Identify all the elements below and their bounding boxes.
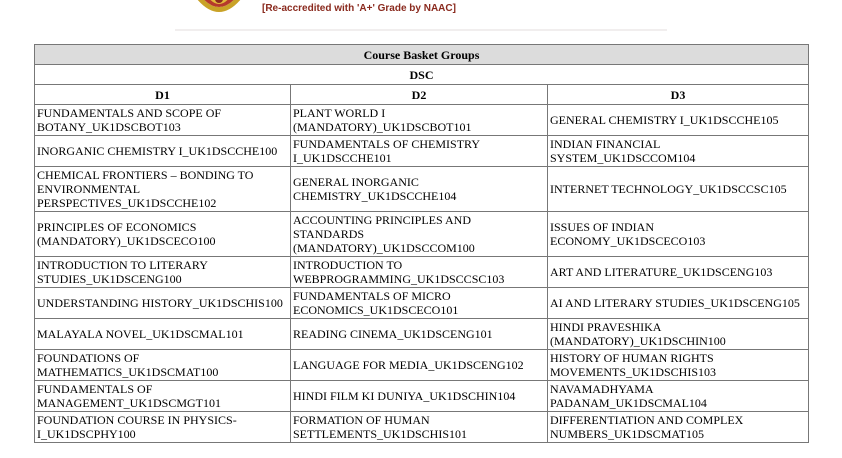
table-row xyxy=(35,319,809,350)
table-cell: HISTORY OF HUMAN RIGHTS MOVEMENTS_UK1DSCHIS103 xyxy=(548,350,809,381)
college-emblem-icon xyxy=(187,0,251,24)
page-header xyxy=(0,0,842,30)
table-cell: FUNDAMENTALS OF MANAGEMENT_UK1DSCMGT101 xyxy=(35,381,291,412)
table-cell: FUNDAMENTALS AND SCOPE OF BOTANY_UK1DSCBOT103 xyxy=(35,105,291,136)
table-subtitle: DSC xyxy=(35,65,809,85)
table-row xyxy=(35,288,809,319)
column-header-d1: D1 xyxy=(35,85,291,105)
table-row xyxy=(35,350,809,381)
table-cell: FORMATION OF HUMAN SETTLEMENTS_UK1DSCHIS101 xyxy=(291,412,548,443)
table-cell: ACCOUNTING PRINCIPLES AND STANDARDS (MANDATORY)_UK1DSCCOM100 xyxy=(291,212,548,257)
table-row xyxy=(35,136,809,167)
table-cell: INTRODUCTION TO WEBPROGRAMMING_UK1DSCCSC103 xyxy=(291,257,548,288)
table-cell: ISSUES OF INDIAN ECONOMY_UK1DSCECO103 xyxy=(548,212,809,257)
table-cell: INDIAN FINANCIAL SYSTEM_UK1DSCCOM104 xyxy=(548,136,809,167)
table-cell: FUNDAMENTALS OF CHEMISTRY I_UK1DSCCHE101 xyxy=(291,136,548,167)
table-cell: FUNDAMENTALS OF MICRO ECONOMICS_UK1DSCECO101 xyxy=(291,288,548,319)
table-cell: NAVAMADHYAMA PADANAM_UK1DSCMAL104 xyxy=(548,381,809,412)
table-cell: GENERAL INORGANIC CHEMISTRY_UK1DSCCHE104 xyxy=(291,167,548,212)
table-cell: ART AND LITERATURE_UK1DSCENG103 xyxy=(548,257,809,288)
table-cell: FOUNDATIONS OF MATHEMATICS_UK1DSCMAT100 xyxy=(35,350,291,381)
table-cell: LANGUAGE FOR MEDIA_UK1DSCENG102 xyxy=(291,350,548,381)
table-cell: PLANT WORLD I (MANDATORY)_UK1DSCBOT101 xyxy=(291,105,548,136)
column-header-d2: D2 xyxy=(291,85,548,105)
table-cell: INTERNET TECHNOLOGY_UK1DSCCSC105 xyxy=(548,167,809,212)
table-row xyxy=(35,105,809,136)
table-cell: GENERAL CHEMISTRY I_UK1DSCCHE105 xyxy=(548,105,809,136)
table-cell: INTRODUCTION TO LITERARY STUDIES_UK1DSCENG100 xyxy=(35,257,291,288)
table-cell: AI AND LITERARY STUDIES_UK1DSCENG105 xyxy=(548,288,809,319)
table-row xyxy=(35,212,809,257)
table-row xyxy=(35,412,809,443)
table-row xyxy=(35,257,809,288)
header-divider xyxy=(175,29,667,31)
column-header-d3: D3 xyxy=(548,85,809,105)
table-cell: MALAYALA NOVEL_UK1DSCMAL101 xyxy=(35,319,291,350)
accreditation-text: [Re-accredited with 'A+' Grade by NAAC] xyxy=(262,3,456,14)
table-cell: CHEMICAL FRONTIERS – BONDING TO ENVIRONMENTAL PERSPECTIVES_UK1DSCCHE102 xyxy=(35,167,291,212)
table-cell: HINDI FILM KI DUNIYA_UK1DSCHIN104 xyxy=(291,381,548,412)
table-cell: DIFFERENTIATION AND COMPLEX NUMBERS_UK1DSCMAT105 xyxy=(548,412,809,443)
table-cell: UNDERSTANDING HISTORY_UK1DSCHIS100 xyxy=(35,288,291,319)
table-title: Course Basket Groups xyxy=(35,45,809,65)
table-cell: READING CINEMA_UK1DSCENG101 xyxy=(291,319,548,350)
table-cell: FOUNDATION COURSE IN PHYSICS-I_UK1DSCPHY100 xyxy=(35,412,291,443)
table-row xyxy=(35,167,809,212)
table-cell: PRINCIPLES OF ECONOMICS (MANDATORY)_UK1DSCECO100 xyxy=(35,212,291,257)
table-cell: INORGANIC CHEMISTRY I_UK1DSCCHE100 xyxy=(35,136,291,167)
course-basket-table xyxy=(34,44,809,443)
table-cell: HINDI PRAVESHIKA (MANDATORY)_UK1DSCHIN100 xyxy=(548,319,809,350)
table-row xyxy=(35,381,809,412)
